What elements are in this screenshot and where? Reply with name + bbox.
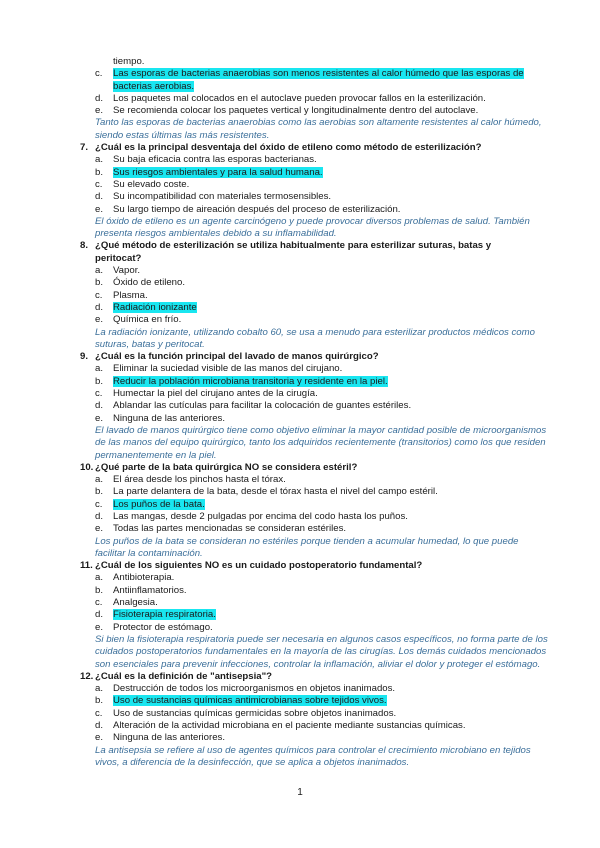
answer-option bbox=[0, 523, 600, 535]
explanation-text bbox=[0, 659, 600, 671]
explanation-text bbox=[0, 757, 600, 769]
line-text: Analgesia. bbox=[113, 597, 158, 609]
option-letter: a. bbox=[95, 363, 104, 375]
answer-option bbox=[0, 622, 600, 634]
answer-option bbox=[0, 290, 600, 302]
explanation-text bbox=[0, 425, 600, 437]
line-text: Ablandar las cutículas para facilitar la colocación de guantes estériles. bbox=[113, 400, 412, 412]
line-text: Su elevado coste. bbox=[113, 178, 190, 190]
question-heading bbox=[0, 240, 600, 252]
option-letter: c. bbox=[95, 498, 103, 510]
question-number: 9. bbox=[80, 351, 89, 363]
answer-option bbox=[0, 191, 600, 203]
answer-option bbox=[0, 400, 600, 412]
line-text: Su baja eficacia contra las esporas bacterianas. bbox=[113, 154, 317, 166]
highlighted-correct-answer: Sus riesgos ambientales y para la salud humana. bbox=[113, 166, 323, 178]
line-text: Ninguna de las anteriores. bbox=[113, 412, 225, 424]
line-text: siendo estas últimas las más resistentes. bbox=[95, 129, 270, 141]
option-letter: c. bbox=[95, 68, 103, 80]
question-heading bbox=[0, 351, 600, 363]
answer-option bbox=[0, 585, 600, 597]
answer-option bbox=[0, 609, 600, 621]
answer-option bbox=[0, 376, 600, 388]
answer-option bbox=[0, 597, 600, 609]
option-letter: b. bbox=[95, 695, 104, 707]
question-number: 10. bbox=[80, 461, 94, 473]
line-text: Destrucción de todos los microorganismos en objetos inanimados. bbox=[113, 683, 396, 695]
question-number: 7. bbox=[80, 142, 89, 154]
line-text: Se recomienda colocar los paquetes vertical y longitudinalmente dentro del autoclave. bbox=[113, 105, 479, 117]
option-letter: e. bbox=[95, 412, 104, 424]
page-number: 1 bbox=[297, 787, 303, 798]
option-letter: d. bbox=[95, 400, 104, 412]
highlighted-correct-answer: bacterias aerobias. bbox=[113, 80, 195, 92]
document-page bbox=[0, 56, 600, 769]
option-letter: d. bbox=[95, 301, 104, 313]
explanation-text bbox=[0, 130, 600, 142]
option-letter: a. bbox=[95, 265, 104, 277]
explanation-text bbox=[0, 548, 600, 560]
line-text: Ninguna de las anteriores. bbox=[113, 732, 225, 744]
line-text: Su incompatibilidad con materiales termosensibles. bbox=[113, 191, 332, 203]
line-text: ¿Qué método de esterilización se utiliza habitualmente para esterilizar suturas, batas y bbox=[95, 240, 492, 252]
line-text: Vapor. bbox=[113, 265, 141, 277]
answer-option bbox=[0, 277, 600, 289]
answer-option bbox=[0, 695, 600, 707]
question-heading bbox=[0, 462, 600, 474]
line-text: Los puños de la bata se consideran no estériles porque tienden a acumular humedad, lo que puede bbox=[95, 535, 519, 547]
answer-option bbox=[0, 363, 600, 375]
line-text: Protector de estómago. bbox=[113, 621, 213, 633]
line-text: Antibioterapia. bbox=[113, 572, 175, 584]
option-letter: a. bbox=[95, 683, 104, 695]
line-text: vivos, a diferencia de la desinfección, que se aplica a objetos inanimados. bbox=[95, 756, 410, 768]
line-text: La radiación ionizante, utilizando cobalto 60, se usa a menudo para esterilizar productos médicos como bbox=[95, 326, 535, 338]
answer-option-continuation bbox=[0, 81, 600, 93]
line-text: permanentemente en la piel. bbox=[95, 449, 217, 461]
line-text: cuidados postoperatorios fundamentales en la mayoría de las cirugías. Los demás cuidados mencionados bbox=[95, 646, 547, 658]
option-letter: d. bbox=[95, 510, 104, 522]
option-letter: e. bbox=[95, 621, 104, 633]
answer-option bbox=[0, 413, 600, 425]
option-letter: b. bbox=[95, 584, 104, 596]
line-text: ¿Cuál es la principal desventaja del óxido de etileno como método de esterilización? bbox=[95, 142, 482, 154]
answer-option bbox=[0, 572, 600, 584]
line-text: Su largo tiempo de aireación después del proceso de esterilización. bbox=[113, 203, 401, 215]
line-text: Uso de sustancias químicas germicidas sobre objetos inanimados. bbox=[113, 707, 397, 719]
line-text: Tanto las esporas de bacterias anaerobias como las aerobias son altamente resistentes al calor húmedo, bbox=[95, 117, 542, 129]
option-letter: e. bbox=[95, 523, 104, 535]
option-letter: a. bbox=[95, 154, 104, 166]
explanation-text bbox=[0, 634, 600, 646]
line-text: peritocat? bbox=[95, 252, 142, 264]
explanation-text bbox=[0, 450, 600, 462]
highlighted-correct-answer: Reducir la población microbiana transitoria y residente en la piel. bbox=[113, 375, 388, 387]
line-text: Todas las partes mencionadas se consideran estériles. bbox=[113, 523, 347, 535]
option-letter: c. bbox=[95, 388, 103, 400]
answer-option bbox=[0, 708, 600, 720]
line-text: de las manos del equipo quirúrgico, tanto los adquiridos recientemente (transitorios) como los que residen bbox=[95, 437, 546, 449]
option-letter: e. bbox=[95, 314, 104, 326]
line-text: Las mangas, desde 2 pulgadas por encima del codo hasta los puños. bbox=[113, 510, 408, 522]
question-heading-continuation bbox=[0, 253, 600, 265]
answer-option bbox=[0, 179, 600, 191]
answer-option bbox=[0, 499, 600, 511]
line-text: Eliminar la suciedad visible de las manos del cirujano. bbox=[113, 363, 343, 375]
answer-option bbox=[0, 302, 600, 314]
option-letter: d. bbox=[95, 92, 104, 104]
option-letter: b. bbox=[95, 277, 104, 289]
explanation-text bbox=[0, 216, 600, 228]
question-number: 8. bbox=[80, 240, 89, 252]
explanation-text bbox=[0, 437, 600, 449]
explanation-text bbox=[0, 117, 600, 129]
option-letter: c. bbox=[95, 597, 103, 609]
option-letter: e. bbox=[95, 105, 104, 117]
line-text: ¿Cuál de los siguientes NO es un cuidado postoperatorio fundamental? bbox=[95, 560, 423, 572]
answer-option bbox=[0, 388, 600, 400]
option-letter: e. bbox=[95, 732, 104, 744]
option-letter: b. bbox=[95, 486, 104, 498]
answer-option bbox=[0, 105, 600, 117]
question-number: 12. bbox=[80, 670, 94, 682]
highlighted-correct-answer: Fisioterapia respiratoria. bbox=[113, 609, 216, 621]
explanation-text bbox=[0, 536, 600, 548]
question-heading bbox=[0, 142, 600, 154]
answer-option bbox=[0, 511, 600, 523]
explanation-text bbox=[0, 327, 600, 339]
option-letter: b. bbox=[95, 375, 104, 387]
answer-option bbox=[0, 720, 600, 732]
option-letter: b. bbox=[95, 166, 104, 178]
question-number: 11. bbox=[80, 560, 93, 572]
line-text: Alteración de la actividad microbiana en el paciente mediante sustancias químicas. bbox=[113, 720, 466, 732]
line-text: La antisepsia se refiere al uso de agentes químicos para controlar el crecimiento microbiano en tejidos bbox=[95, 744, 531, 756]
answer-option bbox=[0, 68, 600, 80]
line-text: presenta riesgos ambientales debido a su inflamabilidad. bbox=[95, 228, 337, 240]
highlighted-correct-answer: Uso de sustancias químicas antimicrobianas sobre tejidos vivos. bbox=[113, 695, 387, 707]
answer-option bbox=[0, 167, 600, 179]
explanation-text bbox=[0, 646, 600, 658]
line-text: facilitar la contaminación. bbox=[95, 547, 203, 559]
line-text: ¿Cuál es la definición de "antisepsia"? bbox=[95, 670, 273, 682]
answer-option bbox=[0, 93, 600, 105]
line-text: Si bien la fisioterapia respiratoria puede ser necesaria en algunos casos específicos, no forma parte de los bbox=[95, 633, 548, 645]
option-letter: c. bbox=[95, 178, 103, 190]
line-text: La parte delantera de la bata, desde el tórax hasta el nivel del campo estéril. bbox=[113, 486, 438, 498]
line-text: El lavado de manos quirúrgico tiene como objetivo eliminar la mayor cantidad posible de microorganismos bbox=[95, 424, 547, 436]
answer-option bbox=[0, 265, 600, 277]
option-letter: a. bbox=[95, 572, 104, 584]
answer-option bbox=[0, 732, 600, 744]
highlighted-correct-answer: Radiación ionizante bbox=[113, 301, 197, 313]
question-heading bbox=[0, 671, 600, 683]
line-text: son esenciales para prevenir infecciones, controlar la inflamación, aliviar el dolor y proteger el estómago. bbox=[95, 658, 541, 670]
option-letter: d. bbox=[95, 191, 104, 203]
line-text: ¿Qué parte de la bata quirúrgica NO se considera estéril? bbox=[95, 461, 358, 473]
line-text: Los paquetes mal colocados en el autoclave pueden provocar fallos en la esterilización. bbox=[113, 92, 486, 104]
explanation-text bbox=[0, 339, 600, 351]
option-letter: c. bbox=[95, 707, 103, 719]
line-text: tiempo. bbox=[113, 56, 145, 67]
line-text: ¿Cuál es la función principal del lavado de manos quirúrgico? bbox=[95, 351, 379, 363]
line-text: Química en frío. bbox=[113, 314, 182, 326]
highlighted-correct-answer: Los puños de la bata. bbox=[113, 498, 205, 510]
explanation-text bbox=[0, 228, 600, 240]
option-letter: e. bbox=[95, 203, 104, 215]
line-text: El óxido de etileno es un agente carcinógeno y puede provocar diversos problemas de salud. También bbox=[95, 215, 530, 227]
line-text: Óxido de etileno. bbox=[113, 277, 185, 289]
option-letter: c. bbox=[95, 289, 103, 301]
line-text: Plasma. bbox=[113, 289, 148, 301]
highlighted-correct-answer: Las esporas de bacterias anaerobias son menos resistentes al calor húmedo que las esporas de bbox=[113, 68, 524, 80]
line-text: El área desde los pinchos hasta el tórax. bbox=[113, 474, 286, 486]
option-letter: a. bbox=[95, 474, 104, 486]
line-text: suturas, batas y peritocat. bbox=[95, 338, 205, 350]
explanation-text bbox=[0, 745, 600, 757]
line-text: Antiinflamatorios. bbox=[113, 584, 187, 596]
line-text: Humectar la piel del cirujano antes de la cirugía. bbox=[113, 388, 318, 400]
option-letter: d. bbox=[95, 609, 104, 621]
option-letter: d. bbox=[95, 720, 104, 732]
answer-option bbox=[0, 314, 600, 326]
answer-option bbox=[0, 683, 600, 695]
answer-option bbox=[0, 474, 600, 486]
answer-option-continuation bbox=[0, 56, 600, 68]
answer-option bbox=[0, 486, 600, 498]
question-heading bbox=[0, 560, 600, 572]
answer-option bbox=[0, 204, 600, 216]
answer-option bbox=[0, 154, 600, 166]
